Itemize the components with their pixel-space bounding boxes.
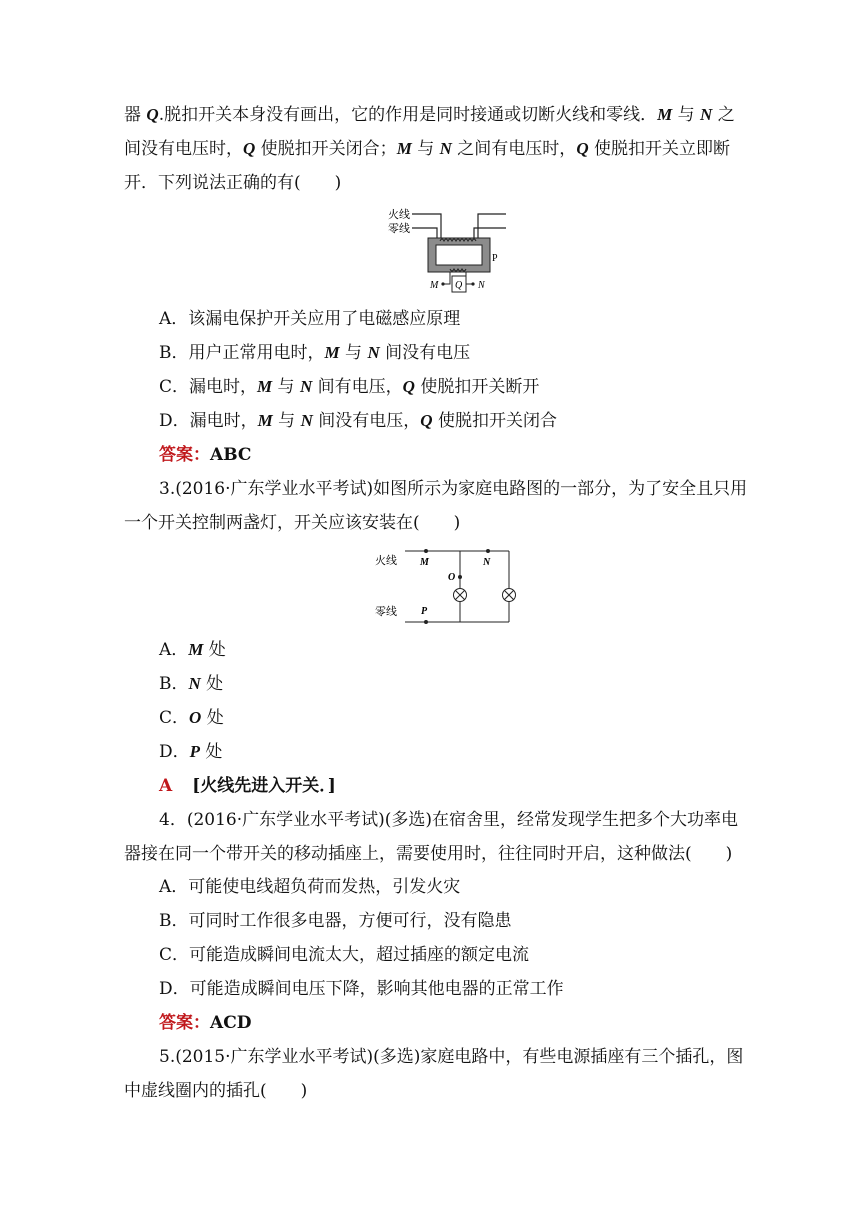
q3-option-c: C．O 处 <box>159 708 224 728</box>
q2-fig-zero-label: 零线 <box>388 223 410 235</box>
q2-option-d: D．漏电时，M 与 N 间没有电压，Q 使脱扣开关闭合 <box>159 411 557 431</box>
q2-stem-line3: 开．下列说法正确的有( ) <box>124 173 342 193</box>
q5-stem-line2: 中虚线圈内的插孔( ) <box>124 1081 308 1101</box>
q2-stem-line1: 器 Q.脱扣开关本身没有画出，它的作用是同时接通或切断火线和零线．M 与 N 之 <box>124 105 735 125</box>
q2-stem-line2: 间没有电压时，Q 使脱扣开关闭合；M 与 N 之间有电压时，Q 使脱扣开关立即断 <box>124 139 730 159</box>
q3-fig-zero-label: 零线 <box>375 606 397 618</box>
q3-option-d: D．P 处 <box>159 742 223 762</box>
q2-fig-M-label: M <box>430 280 439 291</box>
q2-option-a: A．该漏电保护开关应用了电磁感应原理 <box>159 309 461 329</box>
q2-answer: 答案：ABC <box>159 445 252 465</box>
q2-fig-N-label: N <box>478 280 485 291</box>
q4-option-d: D．可能造成瞬间电压下降，影响其他电器的正常工作 <box>159 979 564 999</box>
q3-option-b: B．N 处 <box>159 674 224 694</box>
q2-fig-Q-label: Q <box>455 280 463 291</box>
q3-figure-household-circuit <box>370 543 520 629</box>
q4-option-c: C．可能造成瞬间电流太大，超过插座的额定电流 <box>159 945 530 965</box>
q4-stem-line1: 4．(2016·广东学业水平考试)(多选)在宿舍里，经常发现学生把多个大功率电 <box>159 810 739 830</box>
q2-fig-fire-label: 火线 <box>388 209 410 221</box>
q3-answer: A [火线先进入开关．] <box>159 776 336 796</box>
q5-stem-line1: 5.(2015·广东学业水平考试)(多选)家庭电路中，有些电源插座有三个插孔，图 <box>159 1047 744 1067</box>
q4-stem-line2: 器接在同一个带开关的移动插座上，需要使用时，往往同时开启，这种做法( ) <box>124 844 733 864</box>
q3-fig-M-label: M <box>420 557 429 568</box>
q3-fig-O-label: O <box>448 572 456 583</box>
q3-stem-line2: 一个开关控制两盏灯，开关应该安装在( ) <box>124 513 461 533</box>
q4-option-a: A．可能使电线超负荷而发热，引发火灾 <box>159 877 461 897</box>
q3-fig-P-label: P <box>421 606 428 617</box>
q3-fig-fire-label: 火线 <box>375 555 397 567</box>
q3-fig-N-label: N <box>483 557 491 568</box>
q3-stem-line1: 3.(2016·广东学业水平考试)如图所示为家庭电路图的一部分，为了安全且只用 <box>159 479 748 499</box>
q2-option-c: C．漏电时，M 与 N 间有电压，Q 使脱扣开关断开 <box>159 377 540 397</box>
q4-option-b: B．可同时工作很多电器，方便可行，没有隐患 <box>159 911 512 931</box>
q2-option-b: B．用户正常用电时，M 与 N 间没有电压 <box>159 343 471 363</box>
q4-answer: 答案：ACD <box>159 1013 252 1033</box>
q3-option-a: A．M 处 <box>159 640 226 660</box>
q2-figure-leakage-switch <box>380 205 510 295</box>
q2-fig-P-label: P <box>492 253 498 264</box>
